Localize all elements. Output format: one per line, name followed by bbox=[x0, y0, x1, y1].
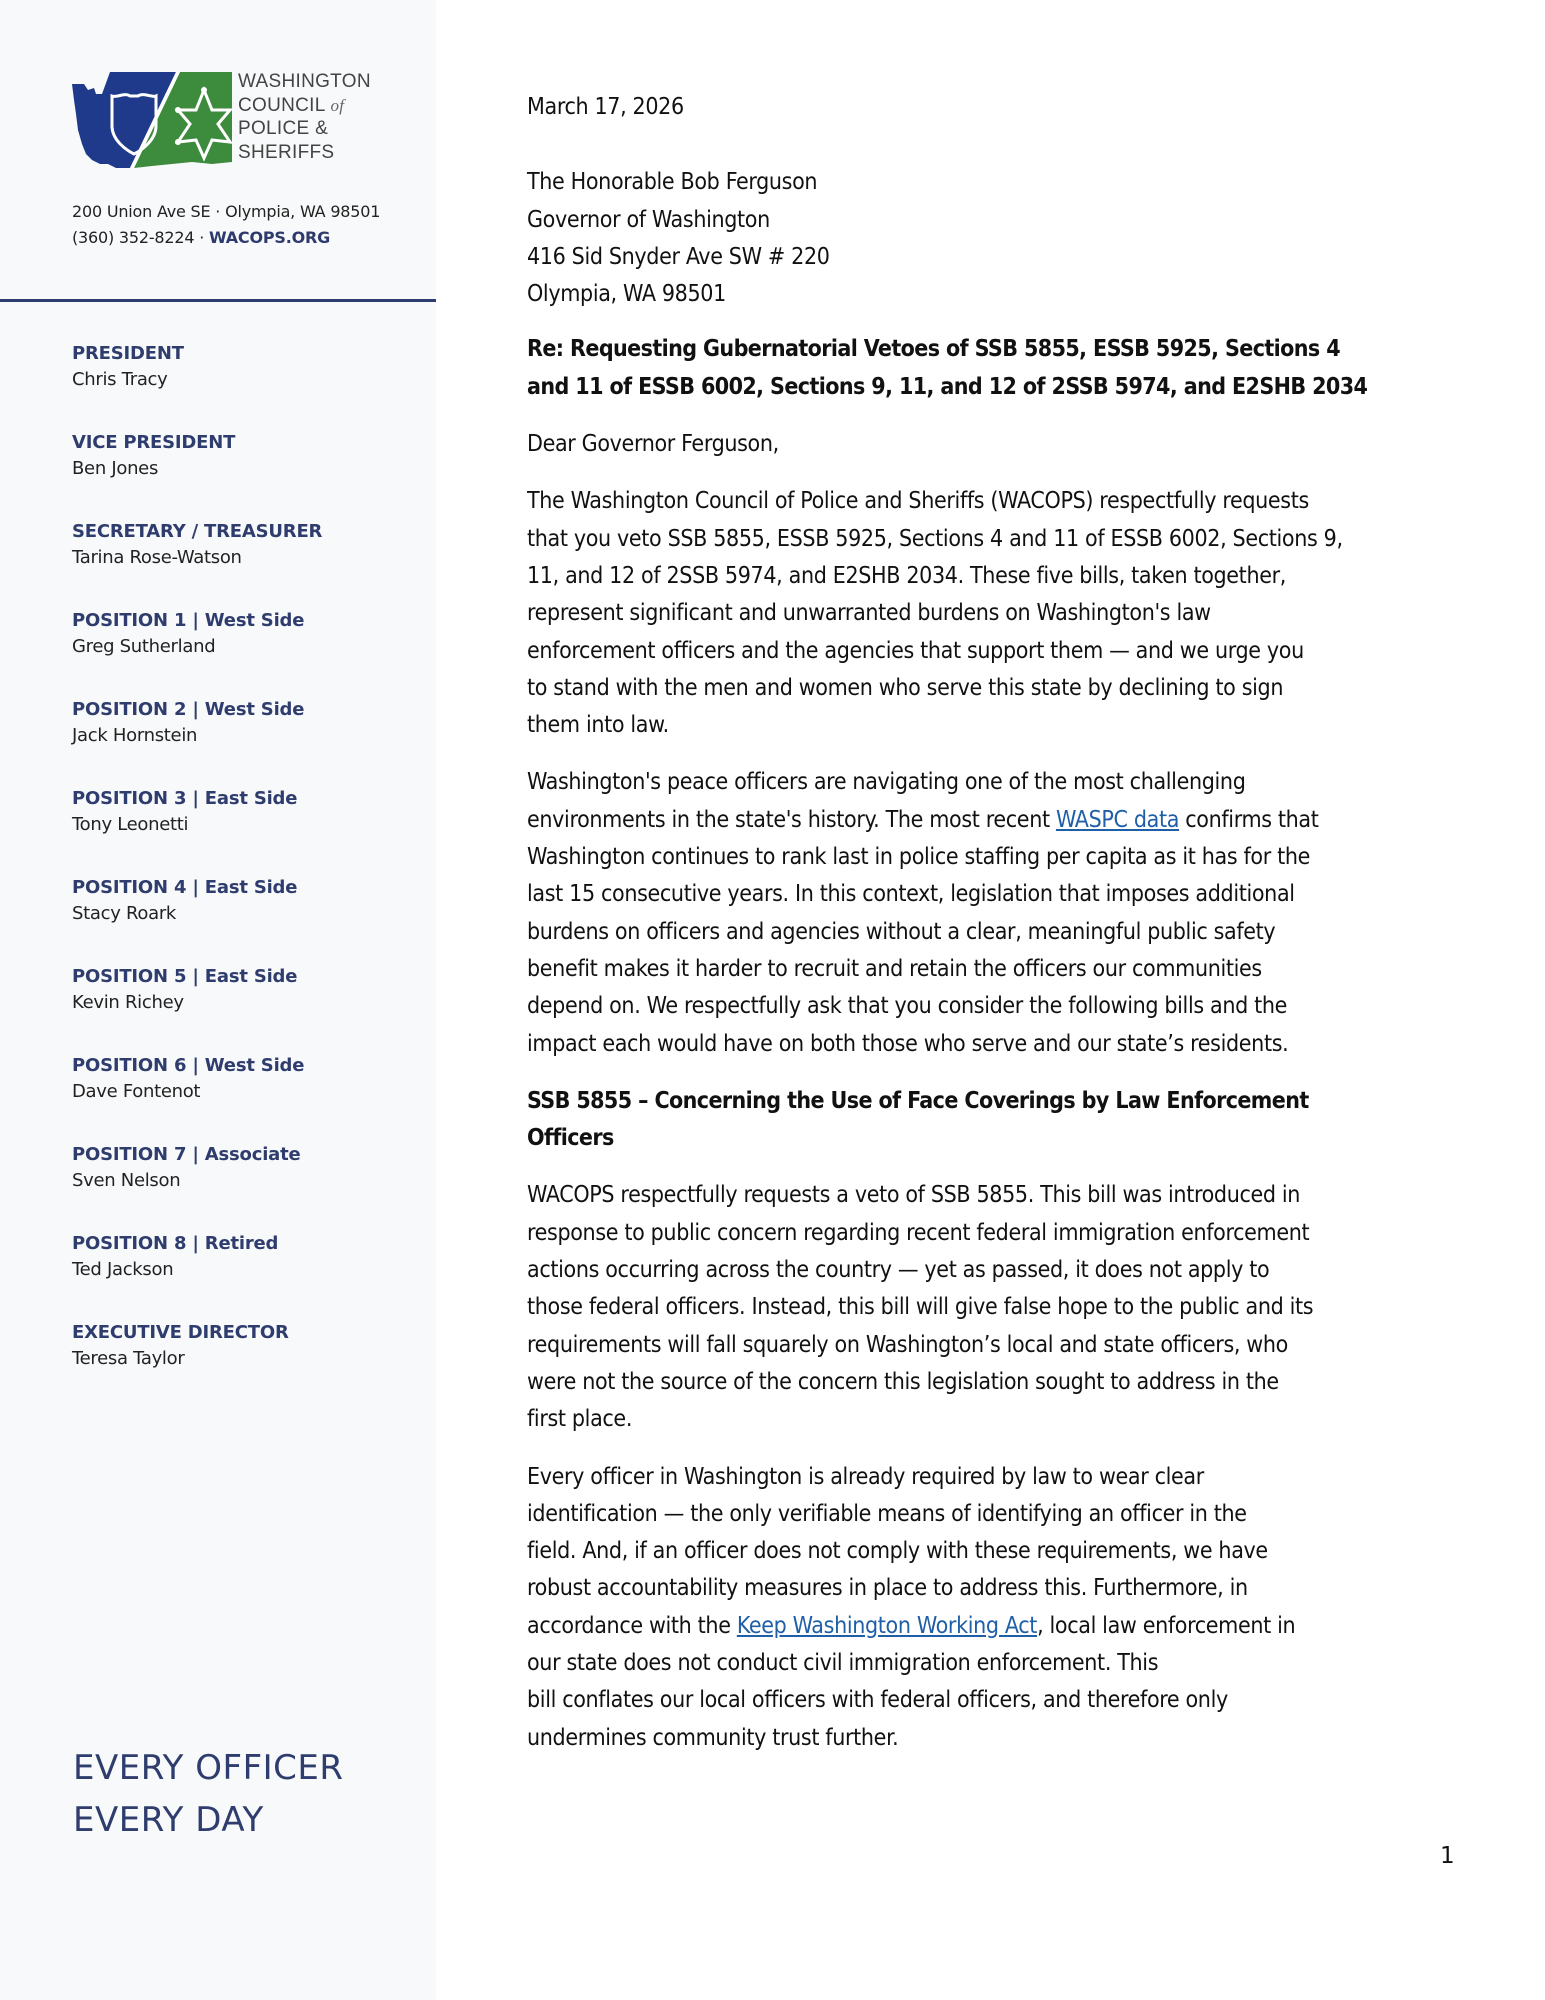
paragraph-ssb-5855: WACOPS respectfully requests a veto of SSB 5855. This bill was introduced in response to public concern regarding recent federal immigration enforcement actions occurring across the country — yet as passed, it does not apply to those federal officers. Instead, this bill will give false hope to the public and its requirements will fall squarely on Washington’s local and state officers, who were not the source of the concern this legislation sought to address in the first place. bbox=[527, 1182, 1314, 1433]
board-member: POSITION 4 | East Side Stacy Roark bbox=[72, 877, 298, 924]
salutation: Dear Governor Ferguson, bbox=[527, 431, 779, 458]
board-member: POSITION 8 | Retired Ted Jackson bbox=[72, 1233, 279, 1280]
keep-washington-working-act-link[interactable]: Keep Washington Working Act bbox=[736, 1612, 1038, 1639]
org-phone: (360) 352-8224 · bbox=[72, 228, 205, 247]
board-member: POSITION 1 | West Side Greg Sutherland bbox=[72, 610, 305, 657]
paragraph-identification: Every officer in Washington is already required by law to wear clear identification — the only verifiable means of identifying an officer in the field. And, if an officer does not comply with these requirements, we have robust accountability measures in place to address this. Furthermore, in accordance with the Keep Washington Working Act, local law enforcement in our state does not conduct civil immigration enforcement. This bill conflates our local officers with federal officers, and therefore only undermines community trust further. bbox=[527, 1463, 1296, 1751]
letterhead-sidebar bbox=[0, 0, 436, 2000]
board-member: POSITION 6 | West Side Dave Fontenot bbox=[72, 1055, 305, 1102]
letterhead-divider bbox=[0, 299, 436, 302]
paragraph-intro: The Washington Council of Police and Sheriffs (WACOPS) respectfully requests that you veto SSB 5855, ESSB 5925, Sections 4 and 11 of ESSB 6002, Sections 9, 11, and 12 of 2SSB 5974, and E2SHB 2034. These five bills, taken together, represent significant and unwarranted burdens on Washington's law enforcement officers and the agencies that support them — and we urge you to stand with the men and women who serve this state by declining to sign them into law. bbox=[527, 488, 1343, 739]
board-member: POSITION 3 | East Side Tony Leonetti bbox=[72, 788, 298, 835]
board-member: PRESIDENT Chris Tracy bbox=[72, 343, 184, 390]
board-member: POSITION 7 | Associate Sven Nelson bbox=[72, 1144, 301, 1191]
paragraph-staffing: Washington's peace officers are navigating one of the most challenging environments in the state's history. The most recent WASPC data confirms that Washington continues to rank last in police staffing per capita as it has for the last 15 consecutive years. In this context, legislation that imposes additional burdens on officers and agencies without a clear, meaningful public safety benefit makes it harder to recruit and retain the officers our communities depend on. We respectfully ask that you consider the following bills and the impact each would have on both those who serve and our state’s residents. bbox=[527, 769, 1319, 1057]
washington-state-badge-star-icon bbox=[72, 70, 232, 170]
subject-line: Re: Requesting Gubernatorial Vetoes of SSB 5855, ESSB 5925, Sections 4 and 11 of ESSB 6002, Sections 9, 11, and 12 of 2SSB 5974, and E2SHB 2034 bbox=[527, 336, 1368, 400]
org-name: WASHINGTON COUNCIL of POLICE & SHERIFFS bbox=[238, 71, 371, 163]
page-number: 1 bbox=[1440, 1843, 1455, 1869]
letter-date: March 17, 2026 bbox=[527, 94, 684, 120]
waspc-data-link[interactable]: WASPC data bbox=[1055, 806, 1180, 833]
board-member: VICE PRESIDENT Ben Jones bbox=[72, 432, 236, 479]
org-website-link[interactable]: WACOPS.ORG bbox=[209, 228, 331, 247]
recipient-address: The Honorable Bob Ferguson Governor of Washington 416 Sid Snyder Ave SW # 220 Olympia, WA 98501 bbox=[527, 169, 830, 308]
org-contact bbox=[72, 228, 330, 247]
board-member: EXECUTIVE DIRECTOR Teresa Taylor bbox=[72, 1322, 289, 1369]
letter-body bbox=[527, 89, 1457, 1777]
tagline: EVERY OFFICER EVERY DAY bbox=[73, 1748, 344, 1840]
board-member: POSITION 2 | West Side Jack Hornstein bbox=[72, 699, 305, 746]
wacops-logo bbox=[72, 70, 392, 170]
org-address: 200 Union Ave SE · Olympia, WA 98501 bbox=[72, 202, 381, 221]
board-member: SECRETARY / TREASURER Tarina Rose-Watson bbox=[72, 521, 323, 568]
board-member: POSITION 5 | East Side Kevin Richey bbox=[72, 966, 298, 1013]
section-heading-ssb-5855: SSB 5855 – Concerning the Use of Face Coverings by Law Enforcement Officers bbox=[527, 1087, 1309, 1152]
board-list bbox=[72, 341, 322, 1409]
